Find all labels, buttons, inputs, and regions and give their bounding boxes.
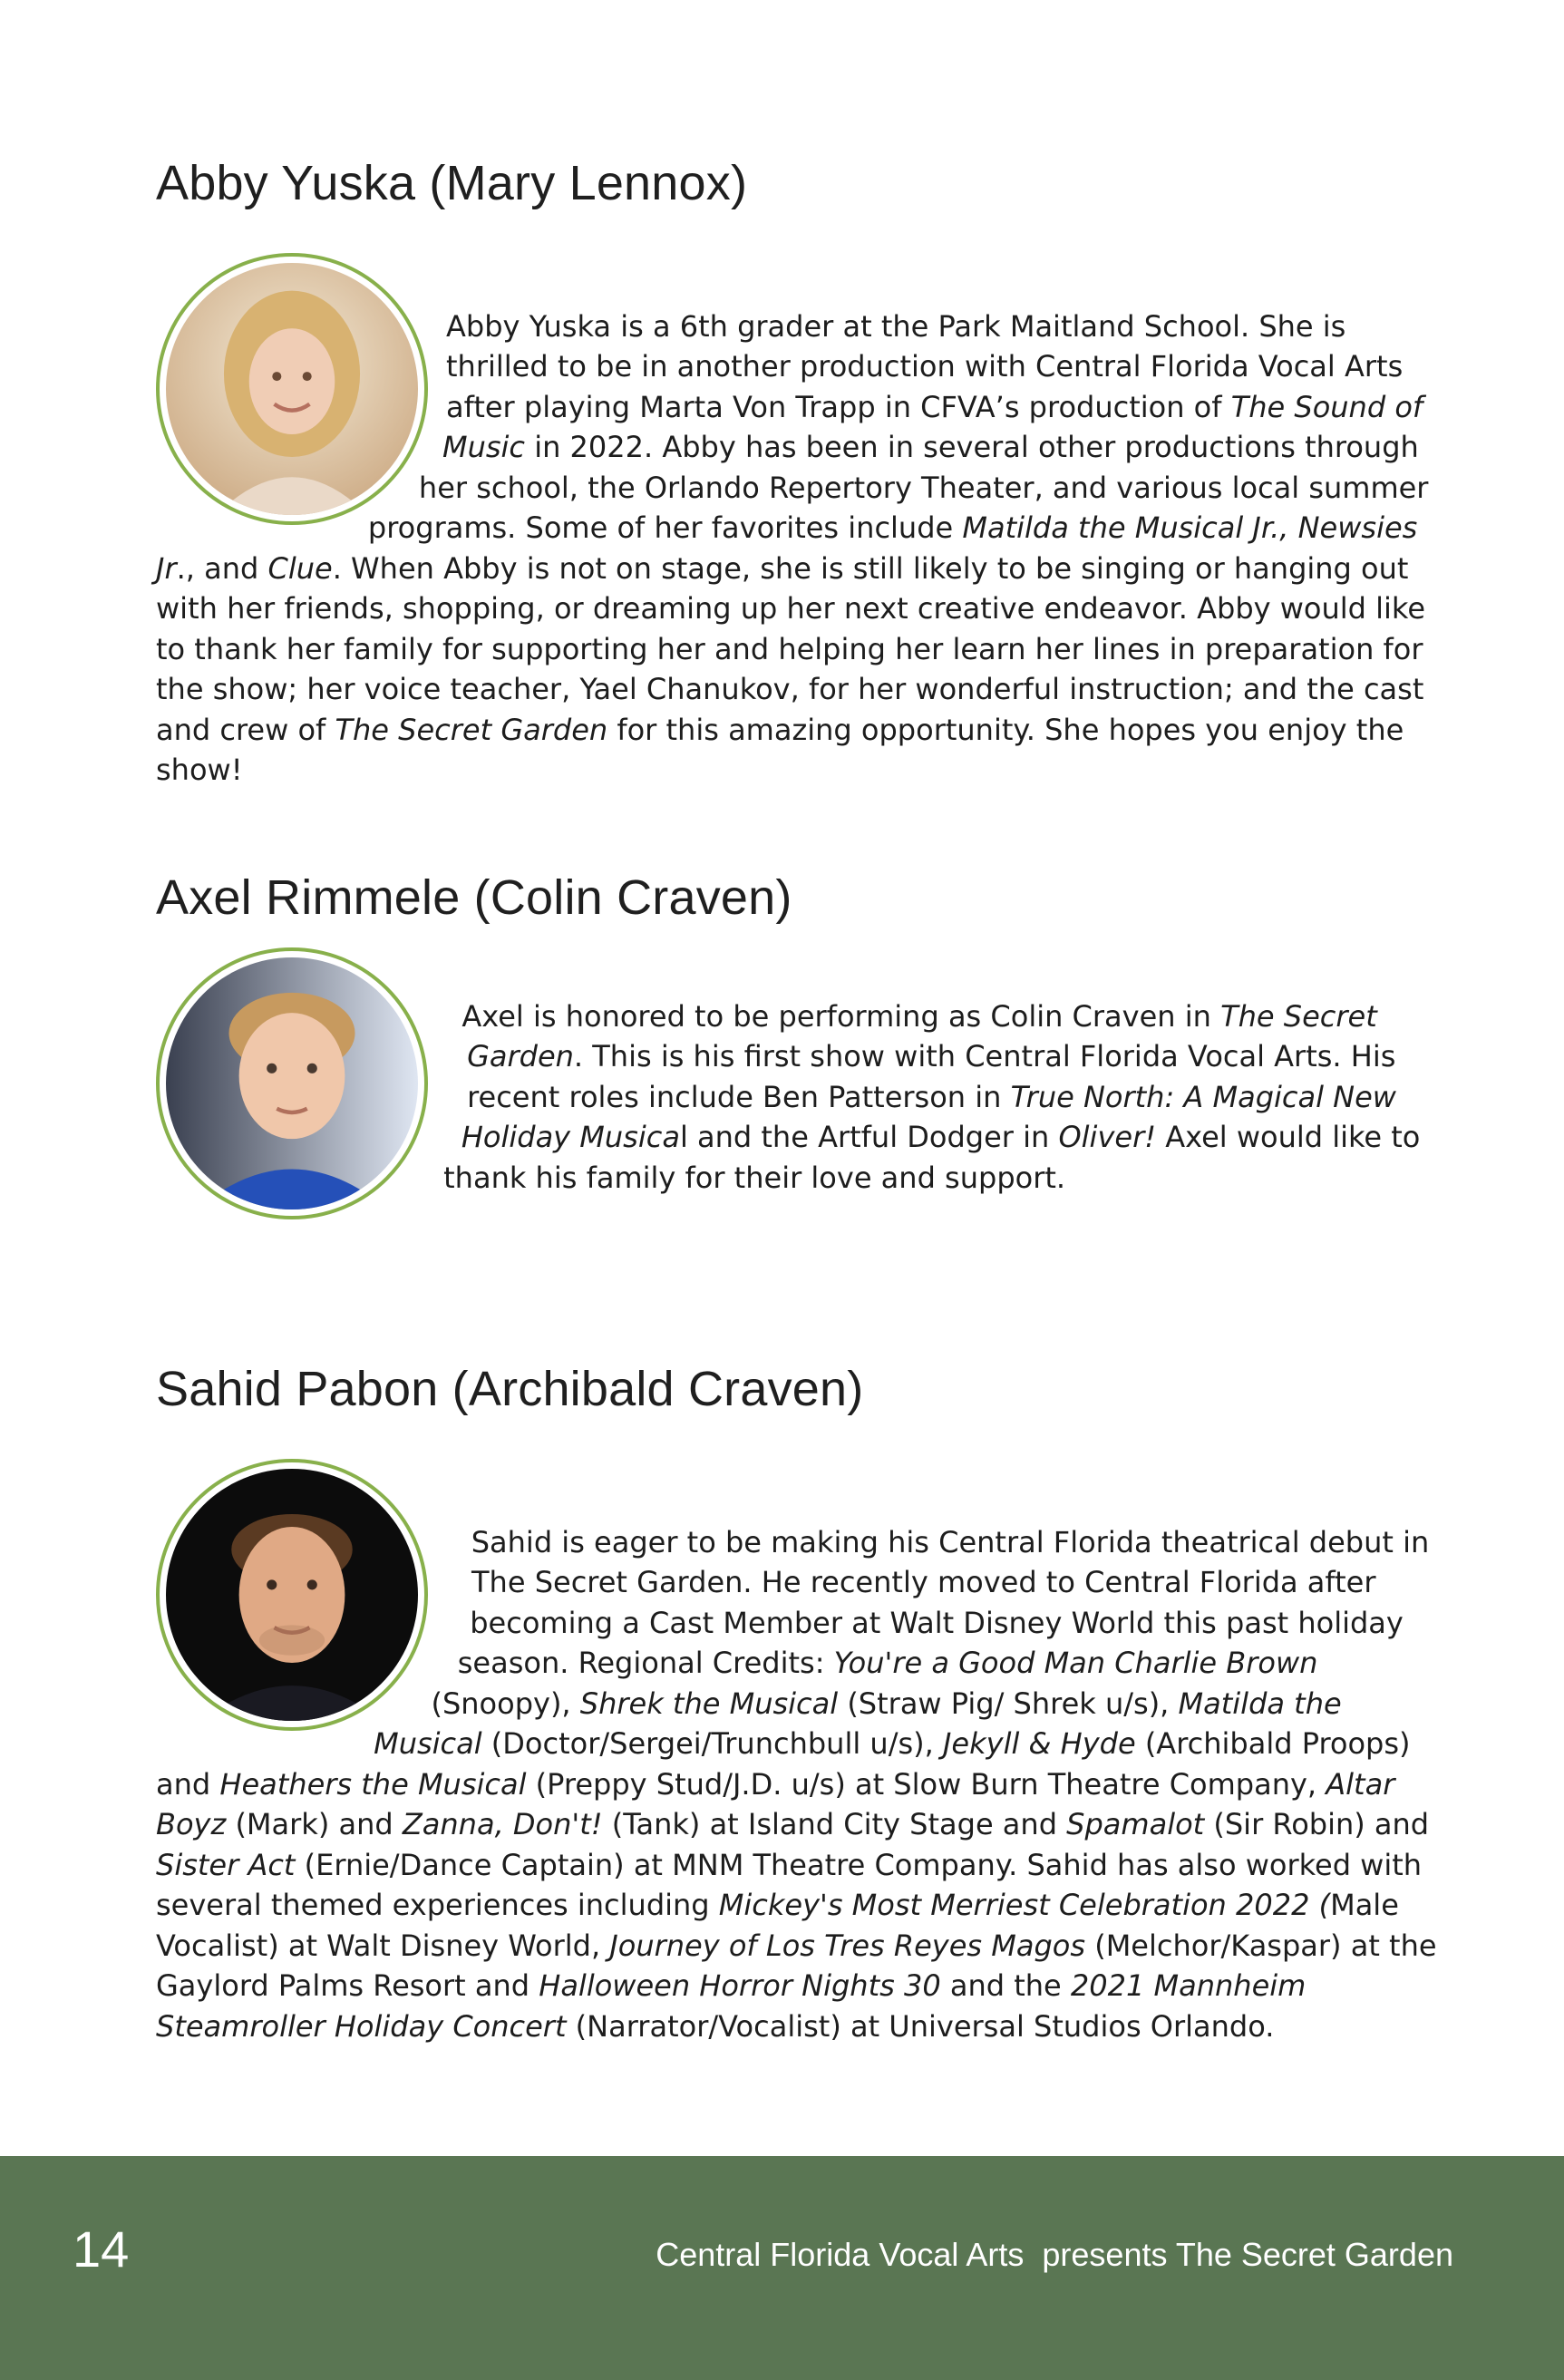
bio-text-run: and the xyxy=(940,1968,1071,2004)
bio-text-italic: Clue xyxy=(267,550,333,586)
bio-text-run: (Preppy Stud/J.D. u/s) at Slow Burn Theatre Company, xyxy=(526,1766,1326,1802)
bio-text-italic: Sister Act xyxy=(156,1847,296,1882)
bio-sahid-pabon xyxy=(156,1360,1443,2046)
bio-text-italic: Oliver! xyxy=(1058,1120,1157,1155)
bio-text-run: . When Abby is not on stage, she is still likely to be singing or hanging out with her friends, shopping, or dreaming up her next creative endeavor. Abby would like to thank her family for supporting her and helping her learn her lines in preparation for the show; her voice teacher, Yael Chanukov, for her wonderful instruction; and the cast and crew of xyxy=(156,550,1425,747)
bio-text-run: Sahid is eager to be making his Central Florida theatrical debut in The Secret Garden. He recently moved to Central Florida after becoming a Cast Member at Walt Disney World this past holiday season. Regional Credits: xyxy=(457,1524,1430,1681)
bio-text-run: Axel is honored to be performing as Colin Craven in xyxy=(461,998,1221,1034)
bio-text-italic: Matilda the Musical xyxy=(374,1685,1342,1762)
bio-text-run: ., and xyxy=(176,550,268,586)
bio-text-italic: Spamalot xyxy=(1066,1807,1205,1842)
page-number: 14 xyxy=(73,2220,130,2278)
bio-text-run: (Straw Pig/ Shrek u/s), xyxy=(838,1685,1179,1721)
bio-text-italic: Halloween Horror Nights 30 xyxy=(539,1968,941,2004)
bio-text-run: (Mark) and xyxy=(226,1807,403,1842)
bio-text-run: l and the Artful Dodger in xyxy=(679,1120,1059,1155)
bio-text-run: Male Vocalist) at Walt Disney World, xyxy=(156,1888,1399,1963)
bio-text-run: . This is his first show with Central Florida Vocal Arts. His recent roles include Ben Patterson in xyxy=(467,1039,1396,1114)
bio-text-run: (Narrator/Vocalist) at Universal Studios Orlando. xyxy=(566,2008,1275,2044)
bio-text-italic: Mickey's Most Merriest Celebration 2022 ( xyxy=(718,1888,1331,1923)
bio-heading: Sahid Pabon (Archibald Craven) xyxy=(156,1362,864,1416)
bio-text-italic: Heathers the Musical xyxy=(219,1766,527,1802)
bio-text-italic: Jekyll & Hyde xyxy=(942,1726,1136,1762)
bio-text-run: (Archibald Proops) and xyxy=(156,1726,1411,1802)
headshot-photo xyxy=(156,1459,428,1731)
bio-heading: Axel Rimmele (Colin Craven) xyxy=(156,870,792,925)
bio-text-italic: Altar Boyz xyxy=(156,1766,1395,1842)
bio-text-italic: The Sound of Music xyxy=(442,389,1423,465)
bio-text-run: in 2022. Abby has been in several other productions through her school, the Orlando Repertory Theater, and various local summer programs. Some of her favorites include xyxy=(367,430,1429,546)
bio-text-italic: The Secret Garden xyxy=(467,998,1377,1074)
bio-heading: Abby Yuska (Mary Lennox) xyxy=(156,156,748,210)
bio-axel-rimmele xyxy=(156,869,1443,1225)
portrait-photo-icon xyxy=(166,1469,418,1721)
bio-text-run: Abby Yuska is a 6th grader at the Park Maitland School. She is thrilled to be in another production with Central Florida Vocal Arts after playing Marta Von Trapp in CFVA’s production of xyxy=(446,308,1404,424)
bio-text-run: (Melchor/Kaspar) at the Gaylord Palms Resort and xyxy=(156,1928,1437,2004)
bio-text-run: (Ernie/Dance Captain) at MNM Theatre Company. Sahid has also worked with several themed experiences including xyxy=(156,1847,1423,1923)
footer-title: Central Florida Vocal Arts presents The Secret Garden xyxy=(656,2236,1453,2273)
page-footer xyxy=(0,2156,1564,2380)
bio-abby-yuska xyxy=(156,154,1443,791)
portrait-photo-icon xyxy=(166,263,418,515)
bio-text-italic: Zanna, Don't! xyxy=(402,1807,603,1842)
bio-text-run: (Snoopy), xyxy=(431,1685,580,1721)
headshot-photo xyxy=(156,947,428,1219)
bio-text-run: (Doctor/Sergei/Trunchbull u/s), xyxy=(481,1726,943,1762)
bio-text-run: (Sir Robin) and xyxy=(1204,1807,1430,1842)
portrait-photo-icon xyxy=(166,957,418,1209)
bio-text-italic: Journey of Los Tres Reyes Magos xyxy=(609,1928,1086,1963)
bio-text-italic: True North: A Magical New Holiday Musica xyxy=(461,1079,1396,1155)
bio-text-run: Axel would like to thank his family for their love and support. xyxy=(443,1120,1421,1195)
bio-text-italic: Matilda the Musical Jr., Newsies Jr xyxy=(156,510,1418,586)
bio-text-run: for this amazing opportunity. She hopes you enjoy the show! xyxy=(156,712,1404,788)
bio-text-italic: Shrek the Musical xyxy=(579,1685,839,1721)
bio-text-italic: You're a Good Man Charlie Brown xyxy=(833,1646,1318,1681)
bio-text-italic: The Secret Garden xyxy=(335,712,608,747)
bio-text-run: (Tank) at Island City Stage and xyxy=(602,1807,1067,1842)
headshot-photo xyxy=(156,253,428,525)
bio-text-italic: 2021 Mannheim Steamroller Holiday Concert xyxy=(156,1968,1307,2044)
